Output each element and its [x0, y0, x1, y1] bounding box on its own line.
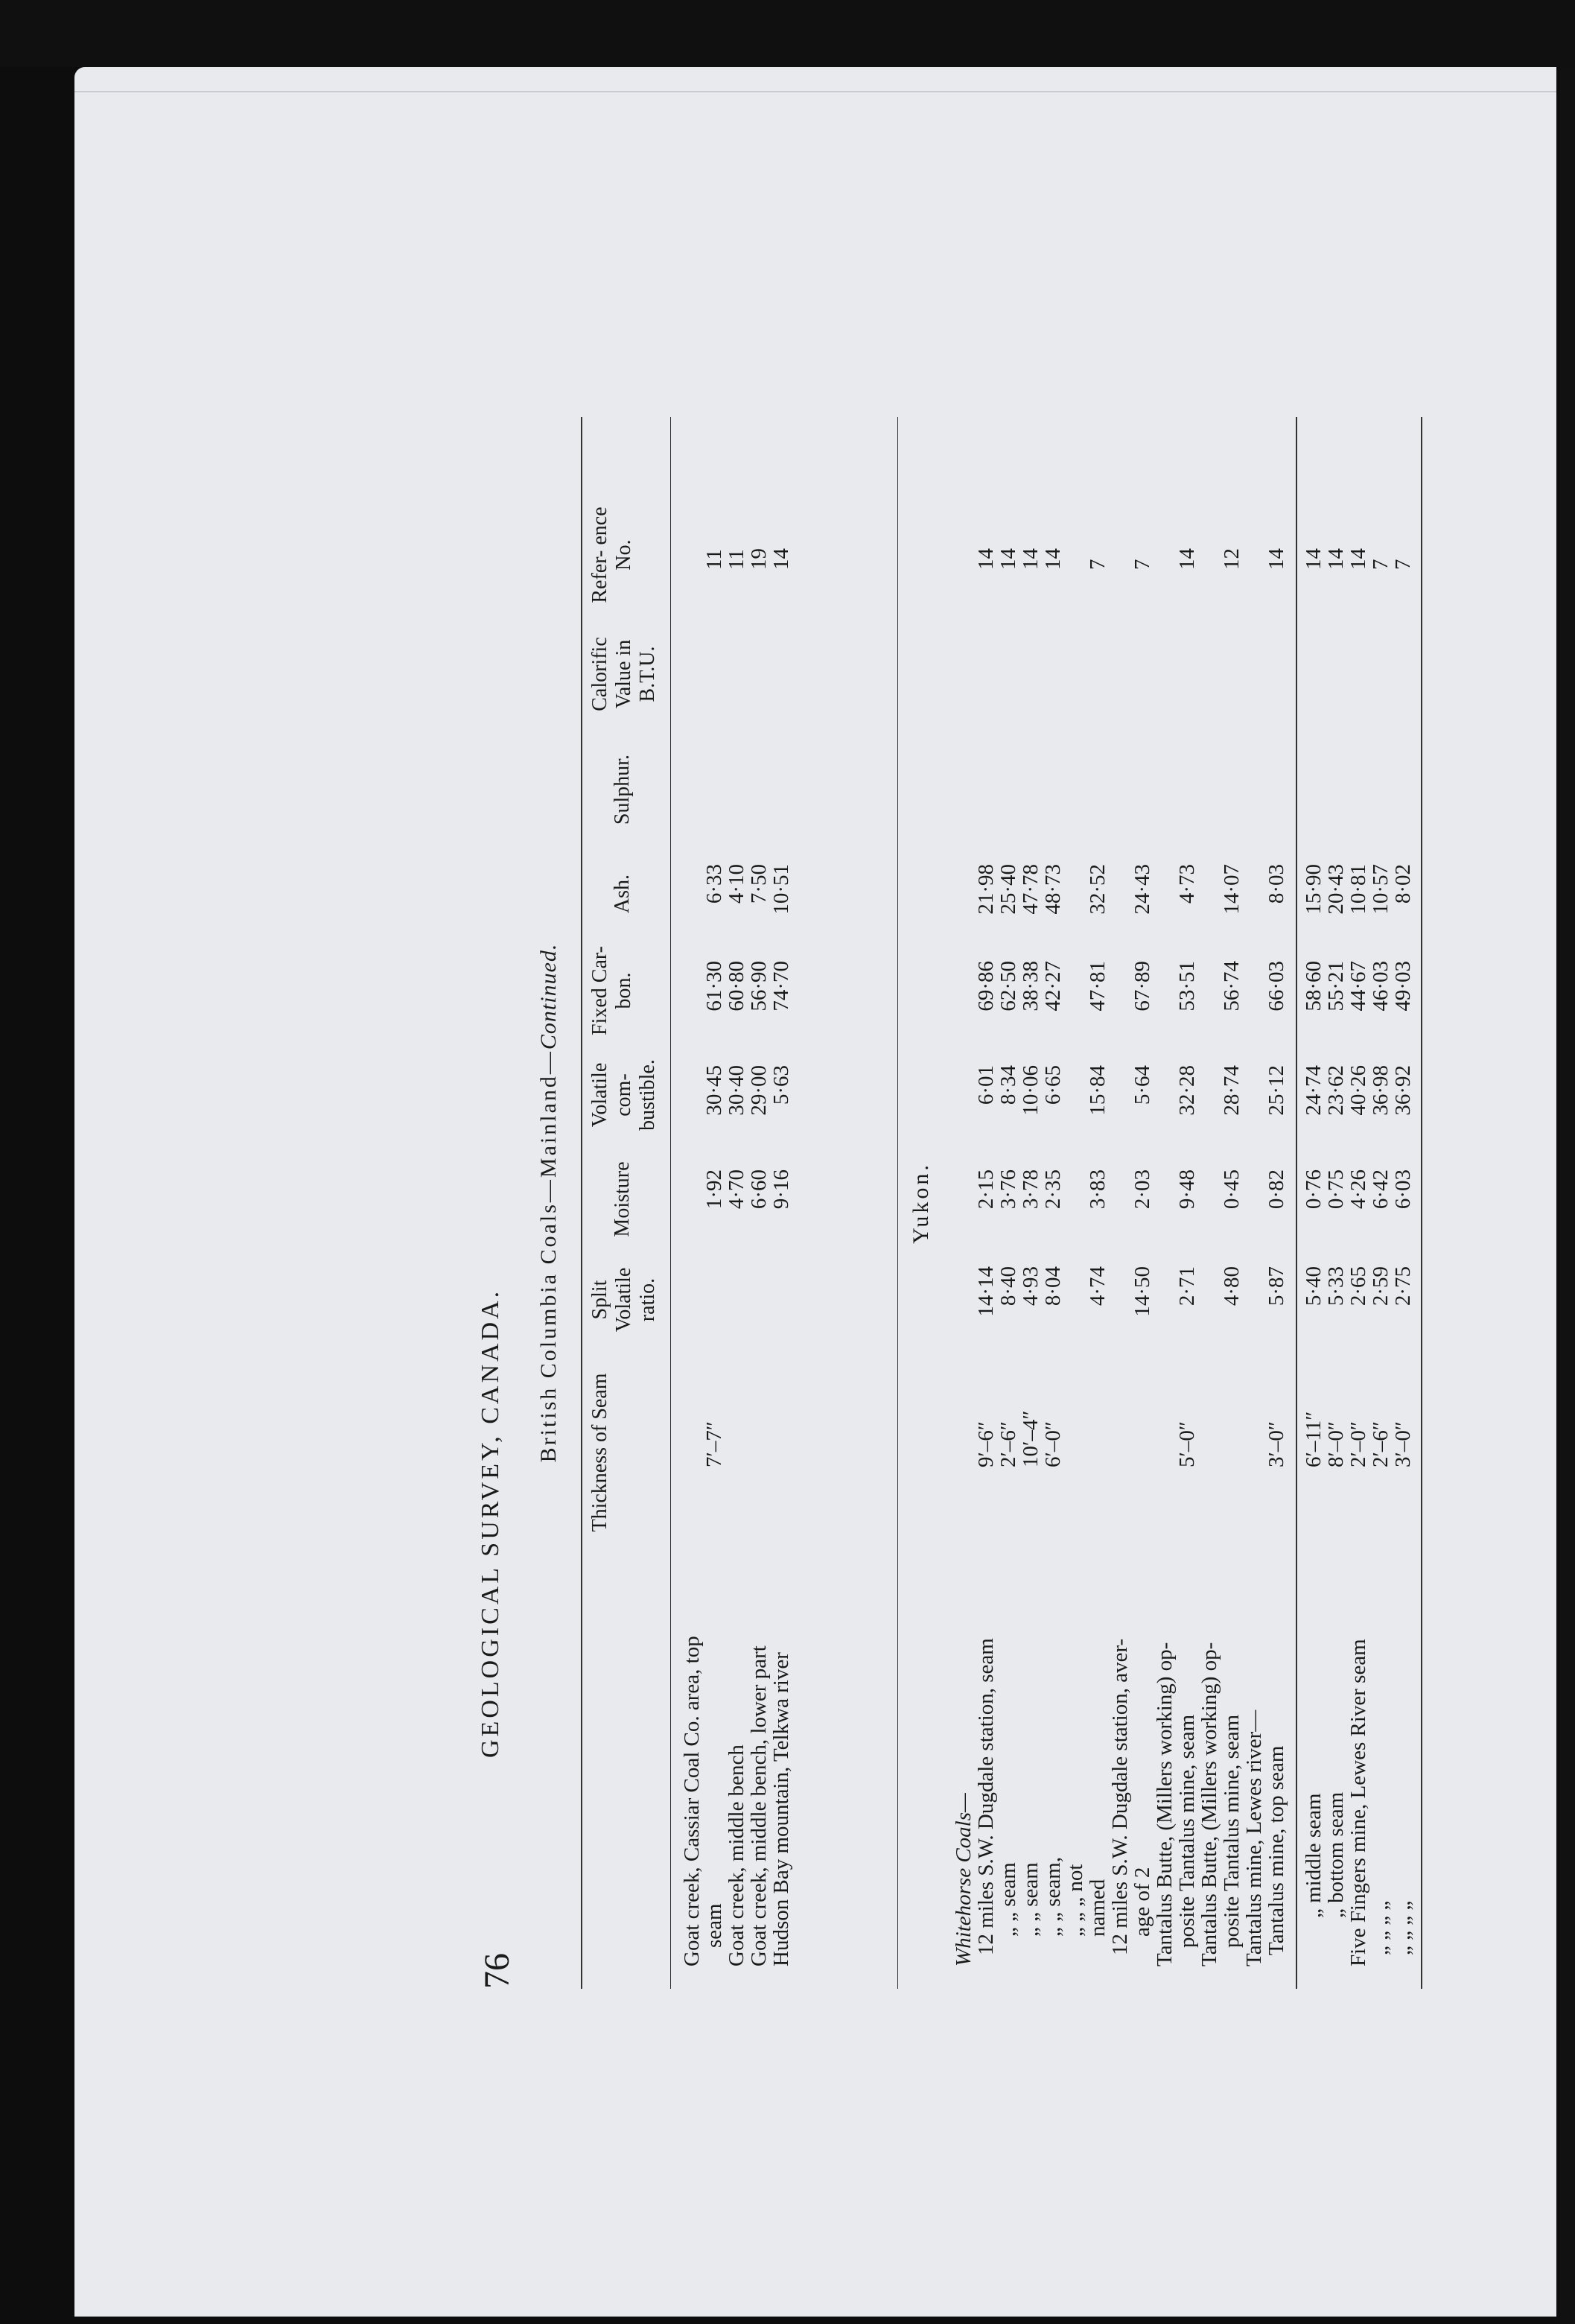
yukon-row-9-name: Tantalus mine, Lewes river— [1242, 1709, 1266, 1966]
header-calorific: Calorific Value in B.T.U. [588, 637, 659, 711]
header-reference: Refer- ence No. [588, 507, 635, 603]
yukon-row-8-fixed: 56·74 [1220, 961, 1244, 1012]
bc-row-2-fixed: 60·80 [725, 961, 748, 1012]
yukon-row-5-ash: 32·52 [1086, 864, 1110, 915]
yukon-row-15-thickness: 3′–0″ [1391, 1421, 1415, 1467]
yukon-row-2-ref: 14 [996, 548, 1020, 570]
yukon-row-5-name2: named [1086, 1879, 1110, 1937]
yukon-row-13-fixed: 44·67 [1346, 961, 1370, 1012]
yukon-row-12-volatile: 23·62 [1324, 1065, 1348, 1116]
yukon-row-11-fixed: 58·60 [1302, 961, 1326, 1012]
yukon-row-15-ash: 8·02 [1391, 864, 1415, 904]
yukon-row-10-thickness: 3′–0″ [1264, 1421, 1288, 1467]
bc-row-2-ash: 4·10 [725, 864, 748, 904]
yukon-row-12-ash: 20·43 [1324, 864, 1348, 915]
yukon-row-11-thickness: 6′–11″ [1302, 1411, 1326, 1467]
yukon-row-7-ref: 14 [1175, 548, 1199, 570]
bc-row-3-ash: 7·50 [747, 864, 771, 904]
yukon-row-15-moisture: 6·03 [1391, 1169, 1415, 1210]
yukon-row-7-volatile: 32·28 [1175, 1065, 1199, 1116]
header-fixed-carbon: Fixed Car- bon. [588, 946, 635, 1035]
bc-row-4-volatile: 5·63 [769, 1065, 793, 1105]
bc-row-1-moisture: 1·92 [702, 1169, 726, 1210]
yukon-row-12-fixed: 55·21 [1324, 961, 1348, 1012]
yukon-row-11-moisture: 0·76 [1302, 1169, 1326, 1210]
yukon-row-11-ref: 14 [1302, 548, 1326, 570]
yukon-row-8-split: 4·80 [1220, 1266, 1244, 1307]
bc-row-4-name: Hudson Bay mountain, Telkwa river [769, 1652, 793, 1966]
bc-row-1-volatile: 30·45 [702, 1065, 726, 1116]
yukon-row-3-name: „ „ seam [1019, 1862, 1043, 1937]
yukon-row-1-name: 12 miles S.W. Dugdale station, seam [974, 1638, 998, 1955]
yukon-row-7-ash: 4·73 [1175, 864, 1199, 904]
yukon-row-1-moisture: 2·15 [974, 1169, 998, 1210]
yukon-row-5-volatile: 15·84 [1086, 1065, 1110, 1116]
yukon-row-14-fixed: 46·03 [1369, 961, 1393, 1012]
yukon-row-13-ref: 14 [1346, 548, 1370, 570]
yukon-row-4-split: 8·04 [1041, 1266, 1065, 1307]
yukon-row-1-volatile: 6·01 [974, 1065, 998, 1105]
yukon-row-10-ref: 14 [1264, 548, 1288, 570]
yukon-row-5-moisture: 3·83 [1086, 1169, 1110, 1210]
yukon-row-7-split: 2·71 [1175, 1266, 1199, 1307]
bc-row-3-volatile: 29·00 [747, 1065, 771, 1116]
yukon-row-8-name: Tantalus Butte, (Millers working) op- [1197, 1642, 1221, 1966]
yukon-row-6-split: 14·50 [1130, 1266, 1154, 1317]
yukon-subheading: Whitehorse Coals— [952, 1793, 976, 1966]
yukon-row-4-fixed: 42·27 [1041, 961, 1065, 1012]
yukon-row-14-volatile: 36·98 [1369, 1065, 1393, 1116]
yukon-row-14-thickness: 2′–6″ [1369, 1421, 1393, 1467]
bc-row-4-ash: 10·51 [769, 864, 793, 915]
yukon-row-1-ash: 21·98 [974, 864, 998, 915]
yukon-row-11-name: „ middle seam [1302, 1793, 1326, 1918]
yukon-row-2-moisture: 3·76 [996, 1169, 1020, 1210]
bc-row-1-thickness: 7′–7″ [702, 1421, 726, 1467]
yukon-row-14-ash: 10·57 [1369, 864, 1393, 915]
yukon-row-6-name2: age of 2 [1130, 1867, 1154, 1937]
yukon-row-3-ash: 47·78 [1019, 864, 1043, 915]
header-bottom-rule [670, 417, 671, 1989]
yukon-row-13-volatile: 40·26 [1346, 1065, 1370, 1116]
yukon-row-6-moisture: 2·03 [1130, 1169, 1154, 1210]
yukon-row-1-fixed: 69·86 [974, 961, 998, 1012]
bc-row-3-fixed: 56·90 [747, 961, 771, 1012]
yukon-row-7-name2: posite Tantalus mine, seam [1175, 1714, 1199, 1948]
yukon-row-7-fixed: 53·51 [1175, 961, 1199, 1012]
yukon-row-10-fixed: 66·03 [1264, 961, 1288, 1012]
bc-row-4-ref: 14 [769, 548, 793, 570]
yukon-row-10-ash: 8·03 [1264, 864, 1288, 904]
yukon-row-12-thickness: 8′–0″ [1324, 1421, 1348, 1467]
section-title-continued: Continued. [536, 943, 561, 1050]
bc-row-2-name: Goat creek, middle bench [725, 1744, 748, 1966]
yukon-row-5-ref: 7 [1086, 559, 1110, 570]
bc-row-1-name: Goat creek, Cassiar Coal Co. area, top [680, 1636, 704, 1966]
yukon-row-5-split: 4·74 [1086, 1266, 1110, 1307]
yukon-row-13-ash: 10·81 [1346, 864, 1370, 915]
yukon-row-14-split: 2·59 [1369, 1266, 1393, 1307]
yukon-row-6-ref: 7 [1130, 559, 1154, 570]
yukon-row-5-fixed: 47·81 [1086, 961, 1110, 1012]
yukon-row-6-ash: 24·43 [1130, 864, 1154, 915]
yukon-row-13-name: Five Fingers mine, Lewes River seam [1346, 1639, 1370, 1966]
bc-row-3-name: Goat creek, middle bench, lower part [747, 1645, 771, 1966]
yukon-row-4-name: „ „ seam, [1041, 1856, 1065, 1937]
yukon-row-4-ref: 14 [1041, 548, 1065, 570]
yukon-row-3-moisture: 3·78 [1019, 1169, 1043, 1210]
yukon-row-11-split: 5·40 [1302, 1266, 1326, 1307]
yukon-row-12-split: 5·33 [1324, 1266, 1348, 1307]
yukon-row-15-fixed: 49·03 [1391, 961, 1415, 1012]
yukon-row-12-name: „ bottom seam [1324, 1791, 1348, 1918]
yukon-row-12-ref: 14 [1324, 548, 1348, 570]
yukon-row-12-moisture: 0·75 [1324, 1169, 1348, 1210]
yukon-row-4-ash: 48·73 [1041, 864, 1065, 915]
yukon-row-1-thickness: 9′–6″ [974, 1421, 998, 1467]
yukon-row-13-split: 2·65 [1346, 1266, 1370, 1307]
bc-row-2-moisture: 4·70 [725, 1169, 748, 1210]
yukon-row-10-moisture: 0·82 [1264, 1169, 1288, 1210]
yukon-row-4-thickness: 6′–0″ [1041, 1421, 1065, 1467]
yukon-row-5-name: „ „ „ not [1063, 1864, 1087, 1937]
yukon-row-3-fixed: 38·38 [1019, 961, 1043, 1012]
section-divider-rule [897, 417, 898, 1989]
header-volatile: Volatile com- bustible. [588, 1059, 659, 1131]
yukon-row-14-moisture: 6·42 [1369, 1169, 1393, 1210]
yukon-row-3-volatile: 10·06 [1019, 1065, 1043, 1116]
yukon-row-15-name: „ „ „ „ [1391, 1900, 1415, 1955]
yukon-row-2-thickness: 2′–6″ [996, 1421, 1020, 1467]
yukon-row-4-moisture: 2·35 [1041, 1169, 1065, 1210]
yukon-row-7-thickness: 5′–0″ [1175, 1421, 1199, 1467]
yukon-row-1-ref: 14 [974, 548, 998, 570]
yukon-row-6-fixed: 67·89 [1130, 961, 1154, 1012]
yukon-row-2-ash: 25·40 [996, 864, 1020, 915]
yukon-row-8-moisture: 0·45 [1220, 1169, 1244, 1210]
yukon-row-14-ref: 7 [1369, 559, 1393, 570]
yukon-row-3-ref: 14 [1019, 548, 1043, 570]
yukon-row-1-split: 14·14 [974, 1266, 998, 1317]
yukon-row-11-volatile: 24·74 [1302, 1065, 1326, 1116]
bc-row-1-ref: 11 [702, 549, 726, 570]
bc-row-2-volatile: 30·40 [725, 1065, 748, 1116]
yukon-section-title: Yukon. [909, 1162, 933, 1244]
yukon-row-10-split: 5·87 [1264, 1266, 1288, 1307]
yukon-row-2-volatile: 8·34 [996, 1065, 1020, 1105]
page-number: 76 [477, 1953, 517, 1989]
rotated-page-content [477, 22, 1575, 1989]
header-thickness: Thickness of Seam [588, 1373, 611, 1532]
yukon-row-15-ref: 7 [1391, 559, 1415, 570]
section-title-main: British Columbia Coals—Mainland— [536, 1050, 561, 1463]
bc-row-1-name2: seam [702, 1903, 726, 1948]
yukon-row-6-name: 12 miles S.W. Dugdale station, aver- [1108, 1638, 1132, 1955]
bc-row-3-moisture: 6·60 [747, 1169, 771, 1210]
yukon-row-13-moisture: 4·26 [1346, 1169, 1370, 1210]
bc-row-1-fixed: 61·30 [702, 961, 726, 1012]
yukon-row-3-split: 4·93 [1019, 1266, 1043, 1307]
bc-row-4-moisture: 9·16 [769, 1169, 793, 1210]
yukon-row-2-name: „ „ seam [996, 1862, 1020, 1937]
bc-row-3-ref: 19 [747, 548, 771, 570]
table-bottom-rule [1296, 417, 1297, 1989]
yukon-row-8-volatile: 28·74 [1220, 1065, 1244, 1116]
header-sulphur: Sulphur. [611, 754, 634, 825]
header-ash: Ash. [611, 874, 634, 914]
yukon-row-14-name: „ „ „ „ [1369, 1900, 1393, 1955]
yukon-row-4-volatile: 6·65 [1041, 1065, 1065, 1105]
yukon-row-7-moisture: 9·48 [1175, 1169, 1199, 1210]
yukon-row-6-volatile: 5·64 [1130, 1065, 1154, 1105]
running-head: GEOLOGICAL SURVEY, CANADA. [477, 1288, 504, 1758]
bc-row-1-ash: 6·33 [702, 864, 726, 904]
yukon-row-8-name2: posite Tantalus mine, seam [1220, 1714, 1244, 1948]
yukon-row-10-name-visible: Tantalus mine, top seam [1264, 1745, 1288, 1955]
yukon-row-10-volatile: 25·12 [1264, 1065, 1288, 1116]
yukon-row-8-ash: 14·07 [1220, 864, 1244, 915]
yukon-row-7-name: Tantalus Butte, (Millers working) op- [1153, 1642, 1177, 1966]
bc-row-4-fixed: 74·70 [769, 961, 793, 1012]
yukon-row-13-thickness: 2′–0″ [1346, 1421, 1370, 1467]
yukon-row-3-thickness: 10′–4″ [1019, 1410, 1043, 1467]
bc-row-2-ref: 11 [725, 549, 748, 570]
yukon-row-8-ref: 12 [1220, 548, 1244, 570]
final-bottom-rule [1421, 417, 1422, 1989]
yukon-row-2-split: 8·40 [996, 1266, 1020, 1307]
header-moisture: Moisture [611, 1161, 634, 1237]
yukon-row-2-fixed: 62·50 [996, 961, 1020, 1012]
yukon-row-11-ash: 15·90 [1302, 864, 1326, 915]
section-title [536, 417, 561, 1989]
table-top-rule [581, 417, 582, 1989]
yukon-row-15-volatile: 36·92 [1391, 1065, 1415, 1116]
header-split-volatile: Split Volatile ratio. [588, 1267, 659, 1333]
yukon-row-15-split: 2·75 [1391, 1266, 1415, 1307]
